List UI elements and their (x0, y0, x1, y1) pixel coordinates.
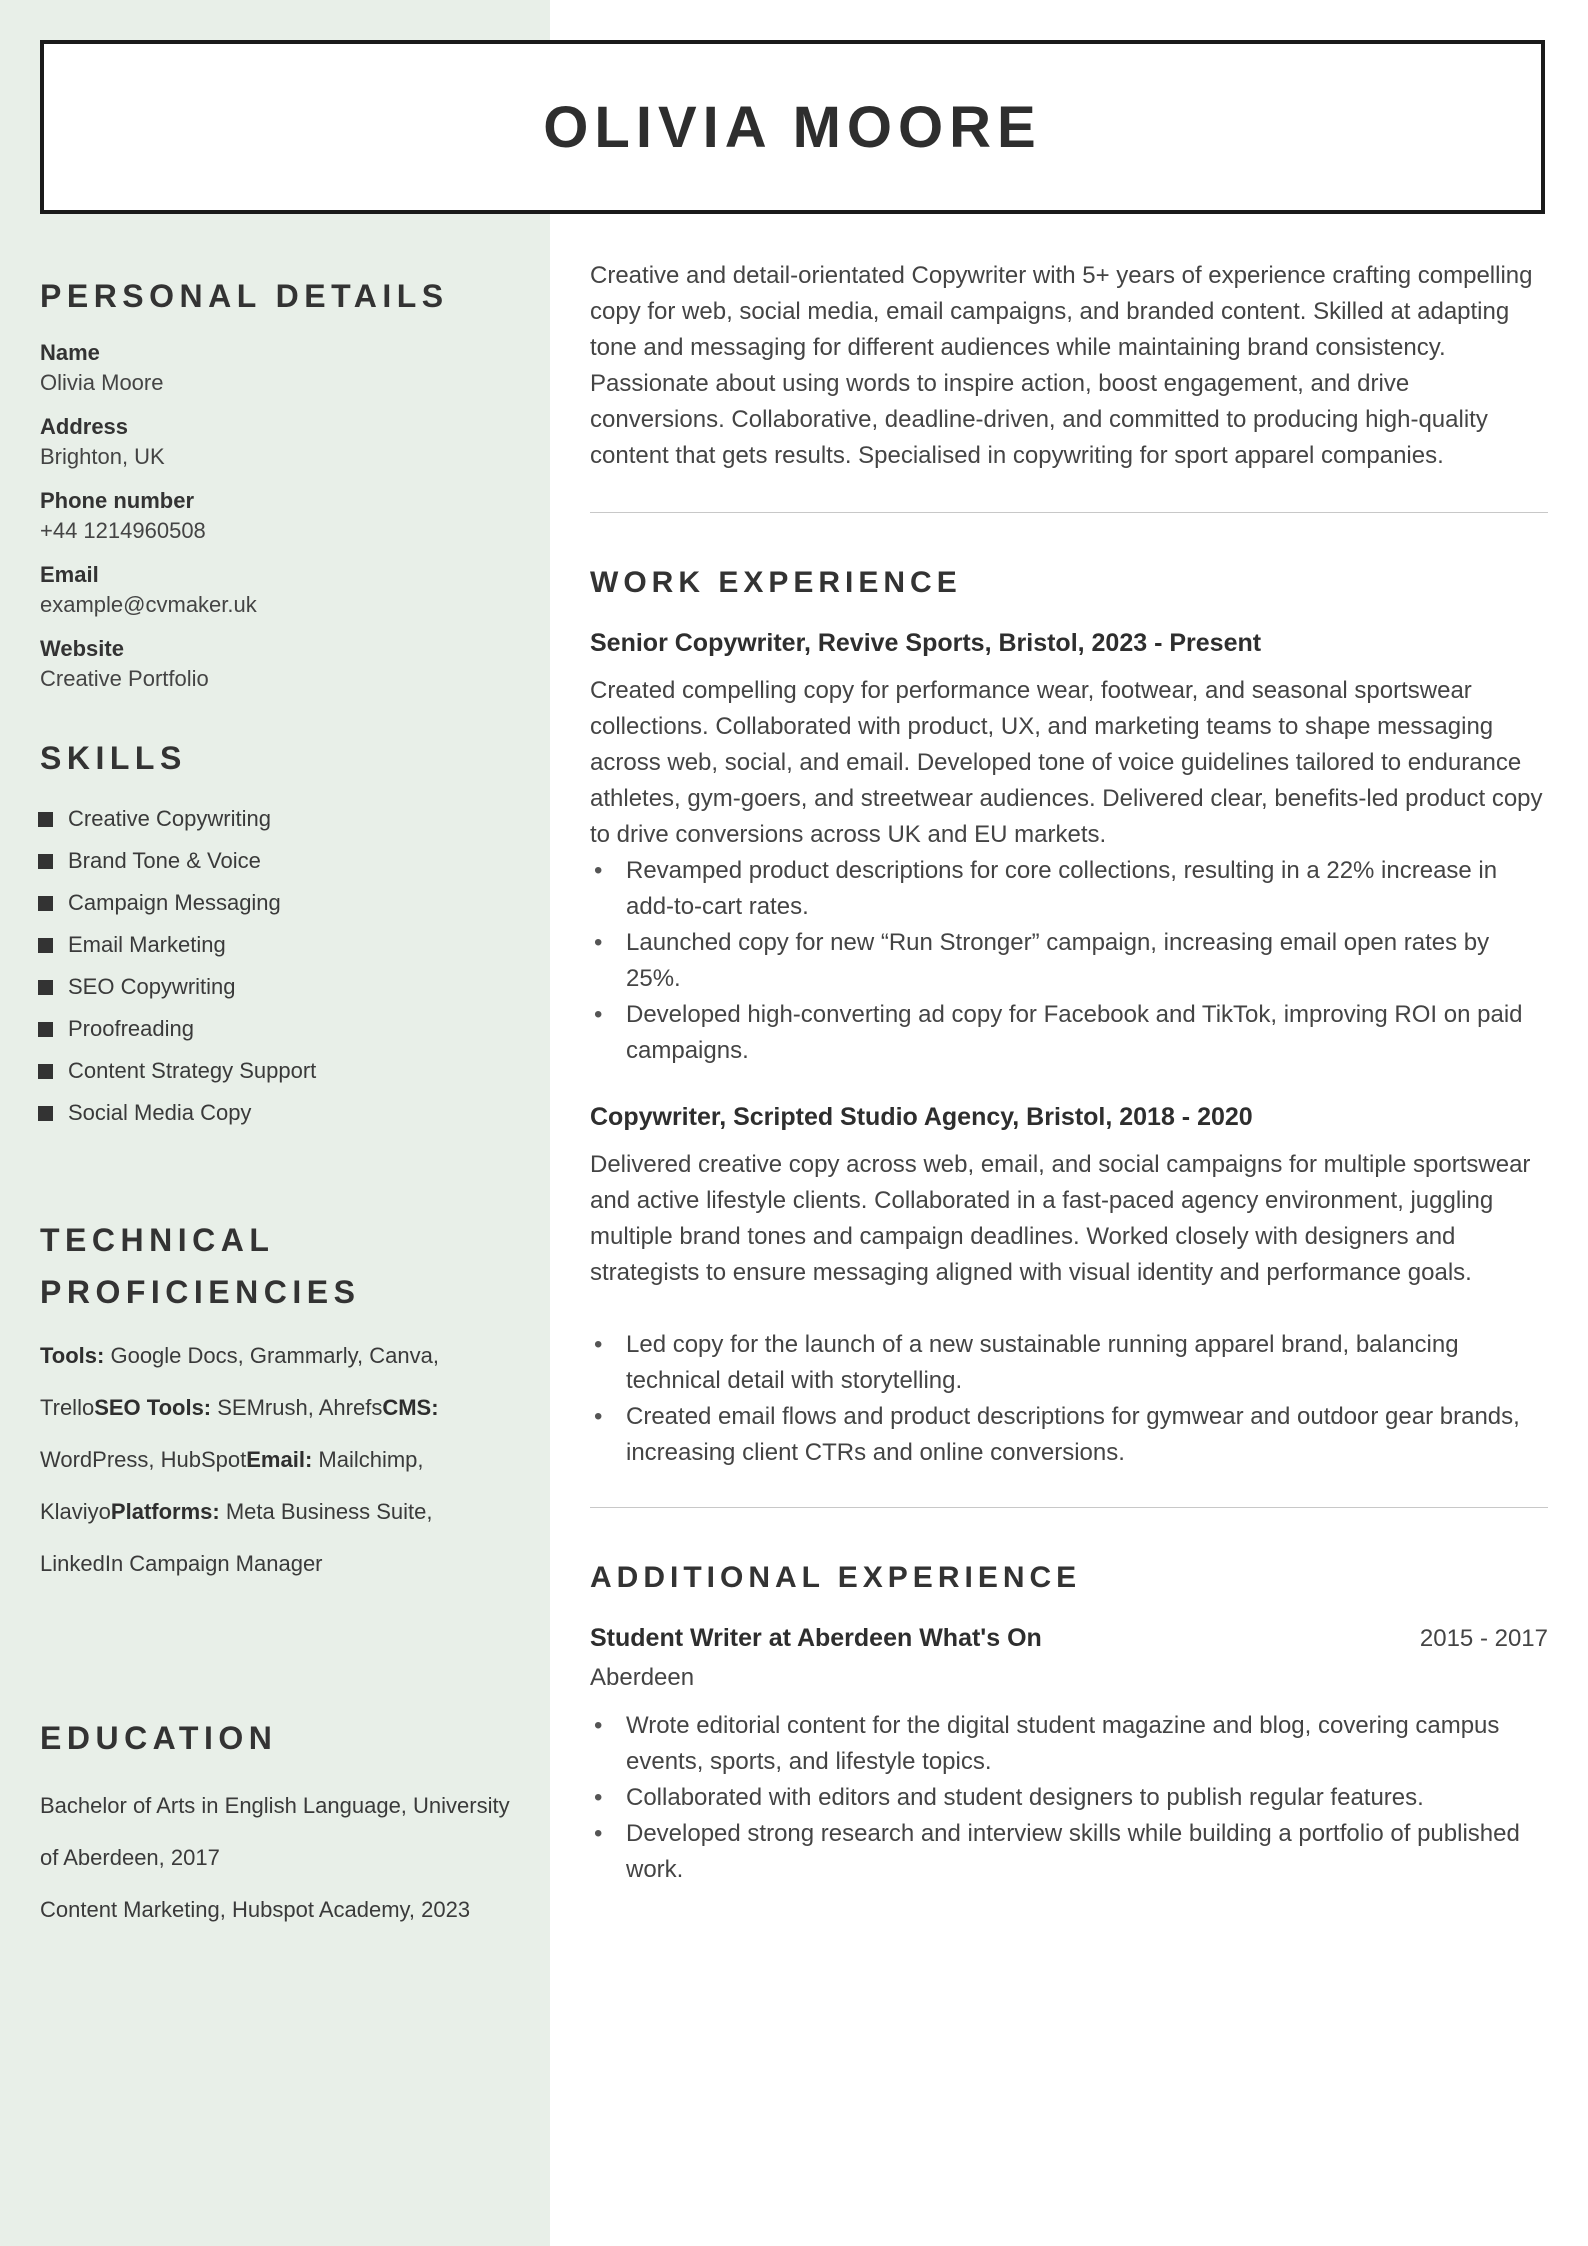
tech-value: Meta Business Suite, LinkedIn Campaign Manager (40, 1499, 433, 1576)
skill-item: Brand Tone & Voice (40, 840, 510, 882)
section-divider (590, 512, 1548, 513)
detail-email (40, 560, 510, 620)
detail-address (40, 412, 510, 472)
tech-value: WordPress, HubSpot (40, 1447, 247, 1472)
candidate-name: OLIVIA MOORE (543, 94, 1042, 160)
technical-text (40, 1330, 510, 1590)
detail-website (40, 634, 510, 694)
additional-role: Student Writer at Aberdeen What's On (590, 1624, 1042, 1652)
job-description: Delivered creative copy across web, email, and social campaigns for multiple sportswear and active lifestyle clients. Collaborated in a fast-paced agency environment, juggling multiple brand tones and campaign deadlines. Worked closely with designers and strategists to ensure messaging aligned with visual identity and performance goals. (590, 1151, 1531, 1286)
skill-item: Campaign Messaging (40, 882, 510, 924)
detail-name (40, 338, 510, 398)
sidebar (40, 270, 510, 1936)
technical-title (40, 1214, 510, 1318)
job-entry (590, 625, 1548, 1069)
section-divider (590, 1507, 1548, 1508)
skills-section (40, 732, 510, 1134)
tech-label: Platforms: (110, 1499, 220, 1524)
job-achievements (590, 1327, 1548, 1471)
skill-item: SEO Copywriting (40, 966, 510, 1008)
education-item: Content Marketing, Hubspot Academy, 2023 (40, 1897, 471, 1922)
tech-label: SEO Tools: (94, 1395, 212, 1420)
skills-list (40, 798, 510, 1134)
education-title: EDUCATION (40, 1720, 278, 1756)
technical-title-line1: TECHNICAL (40, 1222, 275, 1258)
tech-label: Email: (246, 1447, 313, 1472)
website-link[interactable]: Creative Portfolio (40, 666, 209, 691)
skills-title: SKILLS (40, 740, 187, 776)
additional-role-row (590, 1620, 1548, 1656)
tech-label: Tools: (40, 1343, 105, 1368)
education-item: Bachelor of Arts in English Language, University of Aberdeen, 2017 (40, 1793, 510, 1870)
achievement-item: • Collaborated with editors and student designers to publish regular features. (590, 1780, 1548, 1816)
detail-label: Email (40, 562, 99, 587)
personal-details-title: PERSONAL DETAILS (40, 278, 449, 314)
job-description: Created compelling copy for performance wear, footwear, and seasonal sportswear collections. Collaborated with product, UX, and marketing teams to shape messaging across web, social, and email. Developed tone of voice guidelines tailored to endurance athletes, gym-goers, and streetwear audiences. Delivered clear, benefits-led product copy to drive conversions across UK and EU markets. (590, 677, 1543, 848)
job-achievements (590, 853, 1548, 1069)
achievement-item: • Created email flows and product descriptions for gymwear and outdoor gear brands, increasing client CTRs and online conversions. (590, 1399, 1548, 1471)
achievement-item: • Developed high-converting ad copy for Facebook and TikTok, improving ROI on paid campaigns. (590, 997, 1548, 1069)
name-header (40, 40, 1545, 214)
achievement-item: • Launched copy for new “Run Stronger” campaign, increasing email open rates by 25%. (590, 925, 1548, 997)
tech-label: CMS: (382, 1395, 439, 1420)
technical-section (40, 1214, 510, 1590)
additional-experience-title: ADDITIONAL EXPERIENCE (590, 1561, 1082, 1594)
tech-value: Mailchimp, Klaviyo (40, 1447, 424, 1524)
skill-item: Social Media Copy (40, 1092, 510, 1134)
skill-item: Email Marketing (40, 924, 510, 966)
additional-experience-section (590, 1556, 1548, 1888)
main-content (590, 258, 1548, 1888)
detail-value: Olivia Moore (40, 370, 164, 395)
skill-item: Creative Copywriting (40, 798, 510, 840)
detail-value: Brighton, UK (40, 444, 165, 469)
detail-phone (40, 486, 510, 546)
additional-location: Aberdeen (590, 1664, 695, 1691)
detail-label: Address (40, 414, 129, 439)
achievement-item: • Led copy for the launch of a new sustainable running apparel brand, balancing technical detail with storytelling. (590, 1327, 1548, 1399)
detail-label: Name (40, 340, 100, 365)
additional-achievements (590, 1708, 1548, 1888)
skill-item: Proofreading (40, 1008, 510, 1050)
detail-label: Website (40, 636, 124, 661)
education-section (40, 1712, 510, 1936)
personal-details-section (40, 270, 510, 694)
profile-summary: Creative and detail-orientated Copywriter with 5+ years of experience crafting compelling copy for web, social media, email campaigns, and branded content. Skilled at adapting tone and messaging for different audiences while maintaining brand consistency. Passionate about using words to inspire action, boost engagement, and drive conversions. Collaborative, deadline-driven, and committed to producing high-quality content that gets results. Specialised in copywriting for sport apparel companies. (590, 262, 1533, 469)
detail-value[interactable]: example@cvmaker.uk (40, 592, 257, 617)
detail-label: Phone number (40, 488, 195, 513)
achievement-item: • Developed strong research and interview skills while building a portfolio of published work. (590, 1816, 1548, 1888)
tech-value: SEMrush, Ahrefs (211, 1395, 383, 1420)
technical-title-line2: PROFICIENCIES (40, 1274, 361, 1310)
skill-item: Content Strategy Support (40, 1050, 510, 1092)
work-experience-title: WORK EXPERIENCE (590, 566, 962, 599)
job-title: Copywriter, Scripted Studio Agency, Bristol, 2018 - 2020 (590, 1103, 1253, 1131)
achievement-item: • Wrote editorial content for the digital student magazine and blog, covering campus events, sports, and lifestyle topics. (590, 1708, 1548, 1780)
work-experience-section (590, 561, 1548, 1471)
achievement-item: • Revamped product descriptions for core collections, resulting in a 22% increase in add-to-cart rates. (590, 853, 1548, 925)
detail-value: +44 1214960508 (40, 518, 206, 543)
job-title: Senior Copywriter, Revive Sports, Bristol, 2023 - Present (590, 629, 1262, 657)
tech-value: Google Docs, Grammarly, Canva, Trello (40, 1343, 439, 1420)
additional-dates: 2015 - 2017 (1419, 1625, 1548, 1652)
job-entry (590, 1099, 1548, 1471)
